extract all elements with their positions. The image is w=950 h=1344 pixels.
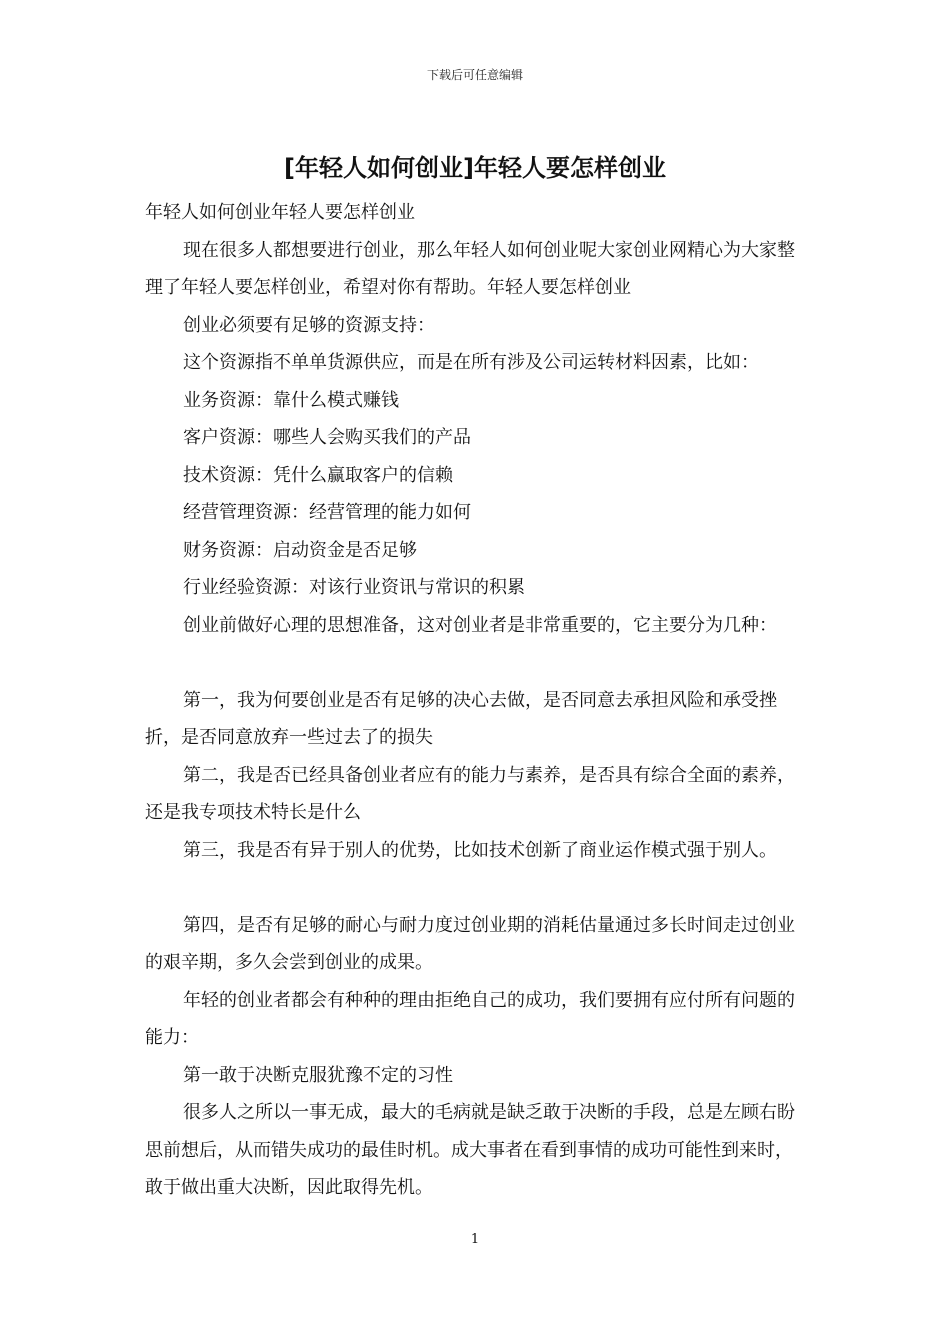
industry-experience-item: 行业经验资源：对该行业资讯与常识的积累 <box>183 577 525 598</box>
financial-resource-item: 财务资源：启动资金是否足够 <box>183 539 417 561</box>
customer-resource-item: 客户资源：哪些人会购买我们的产品 <box>183 427 471 448</box>
first-point-paragraph: 第一，我为何要创业是否有足够的决心去做，是否同意去承担风险和承受挫折，是否同意放弃一些过去了的损失 <box>145 689 777 748</box>
decisiveness-heading-paragraph: 第一敢于决断克服犹豫不定的习性 <box>183 1064 453 1086</box>
blank-line <box>145 644 810 682</box>
second-point-paragraph: 第二，我是否已经具备创业者应有的能力与素养，是否具有综合全面的素养，还是我专项技术特长是什么 <box>145 764 795 823</box>
document-title: [年轻人如何创业]年轻人要怎样创业 <box>284 154 666 182</box>
page-header-note: 下载后可任意编辑 <box>426 68 523 82</box>
blank-line <box>145 869 810 907</box>
subtitle-paragraph: 年轻人如何创业年轻人要怎样创业 <box>145 202 415 223</box>
resource-heading-paragraph: 创业必须要有足够的资源支持： <box>183 314 435 336</box>
management-resource-item: 经营管理资源：经营管理的能力如何 <box>183 502 471 523</box>
third-point-paragraph: 第三，我是否有异于别人的优势，比如技术创新了商业运作模式强于别人。 <box>183 839 777 861</box>
mental-preparation-paragraph: 创业前做好心理的思想准备，这对创业者是非常重要的，它主要分为几种： <box>183 614 777 636</box>
fourth-point-paragraph: 第四，是否有足够的耐心与耐力度过创业期的消耗估量通过多长时间走过创业的艰辛期，多久会尝到创业的成果。 <box>145 914 795 973</box>
technical-resource-item: 技术资源：凭什么赢取客户的信赖 <box>183 464 453 486</box>
business-resource-item: 业务资源：靠什么模式赚钱 <box>183 389 399 411</box>
document-body <box>145 194 810 1207</box>
page-number: 1 <box>470 1232 480 1247</box>
intro-paragraph: 现在很多人都想要进行创业，那么年轻人如何创业呢大家创业网精心为大家整理了年轻人要怎样创业，希望对你有帮助。年轻人要怎样创业 <box>145 239 795 298</box>
decisiveness-body-paragraph: 很多人之所以一事无成，最大的毛病就是缺乏敢于决断的手段，总是左顾右盼思前想后，从而错失成功的最佳时机。成大事者在看到事情的成功可能性到来时，敢于做出重大决断，因此取得先机。 <box>145 1102 795 1198</box>
resource-explanation-paragraph: 这个资源指不单单货源供应，而是在所有涉及公司运转材料因素，比如： <box>183 352 759 373</box>
young-entrepreneur-paragraph: 年轻的创业者都会有种种的理由拒绝自己的成功，我们要拥有应付所有问题的能力： <box>145 989 795 1048</box>
